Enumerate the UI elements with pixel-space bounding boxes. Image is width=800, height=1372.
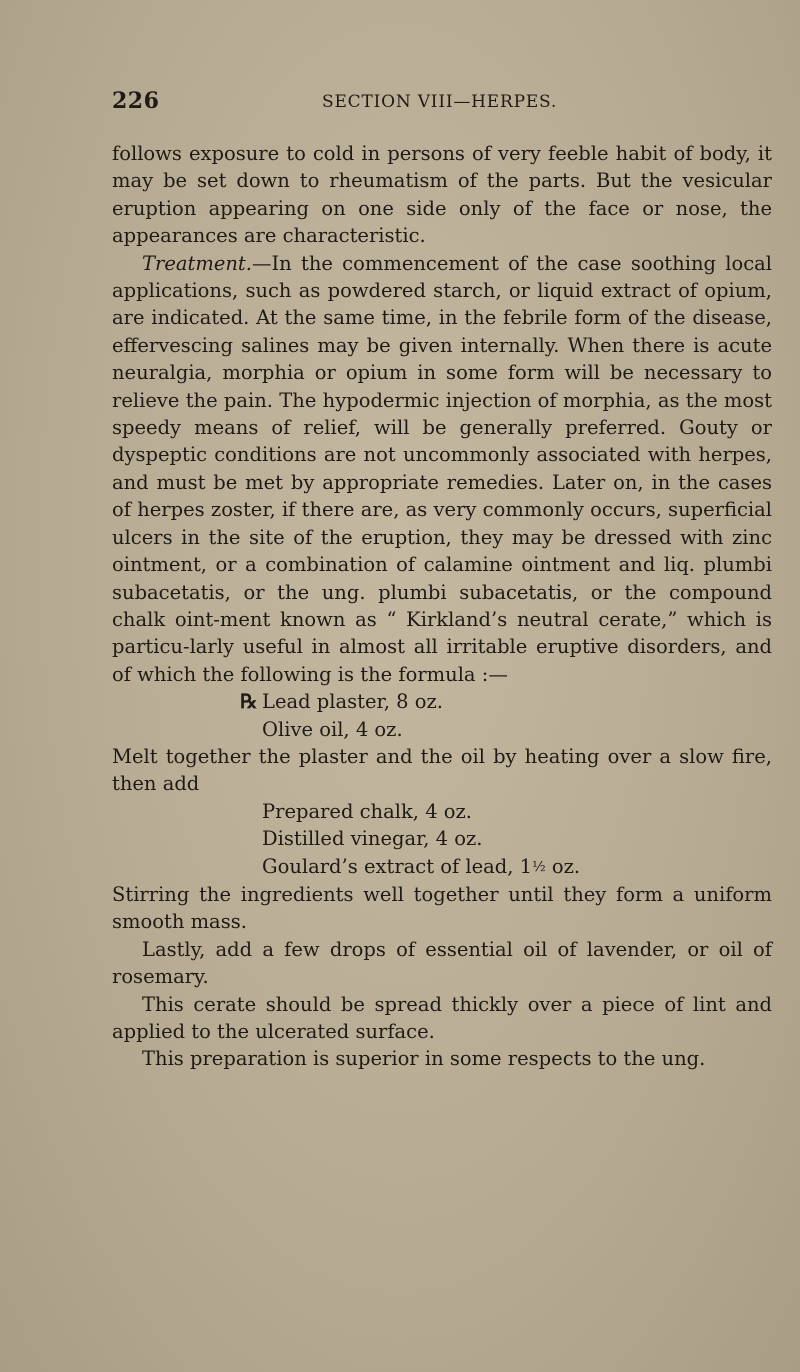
treatment-heading: Treatment. [142,251,252,275]
rx-icon: ℞ [240,690,258,714]
fraction: ½ [532,858,546,875]
page-number: 226 [112,88,160,114]
formula-ingredient: Distilled vinegar, 4 oz. [262,827,483,851]
formula-ingredient: Lead plaster, 8 oz. [262,690,443,714]
formula-ingredient: Goulard’s extract of lead, 1 [262,854,533,878]
formula-line [240,688,772,715]
paragraph-lastly: Lastly, add a few drops of essential oil of lavender, or oil of rosemary. [112,937,772,989]
treatment-body: —In the commencement of the case soothing local applications, such as powdered starch, or liquid extract of opium, are indicated. At the same time, in the febrile form of the disease, effervescing salines may be given internally. When there is acute neuralgia, morphia or opium in some form will be necessary to relieve the pain. The hypodermic injection of morphia, as the most speedy means of relief, will be generally preferred. Gouty or dyspeptic conditions are not uncommonly associated with herpes, and must be met by appropriate remedies. Later on, in the cases of herpes zoster, if there are, as very commonly occurs, superficial ulcers in the site of the eruption, they may be dressed with zinc ointment, or a combination of calamine ointment and liq. plumbi subacetatis, or the ung. plumbi subacetatis, or the compound chalk oint-ment known as “ Kirkland’s neutral cerate,” which is particu-larly useful in almost all irritable eruptive disorders, and of which the following is the formula :— [112,251,772,686]
formula-ingredients-2 [262,798,772,881]
body-text [112,140,772,1073]
formula-ingredient: Olive oil, 4 oz. [262,717,403,741]
running-head [112,88,772,118]
paragraph-cerate: This cerate should be spread thickly over a piece of lint and applied to the ulcerated surface. [112,992,772,1043]
formula-ingredients-1 [240,688,772,743]
formula-unit: oz. [545,854,581,878]
paragraph-stirring: Stirring the ingredients well together until they form a uniform smooth mass. [112,882,772,934]
paragraph-preparation: This preparation is superior in some respects to the ung. [142,1047,706,1071]
paragraph-treatment [112,250,772,689]
paragraph-continuation: follows exposure to cold in persons of very feeble habit of body, it may be set down to rheumatism of the parts. But the vesicular eruption appearing on one side only of the face or nose, the appearances are characteristic. [112,142,772,248]
paragraph-melt: Melt together the plaster and the oil by heating over a slow fire, then add [112,744,772,796]
section-title: SECTION VIII—HERPES. [322,92,558,112]
formula-line [262,853,772,881]
formula-ingredient: Prepared chalk, 4 oz. [262,799,473,823]
